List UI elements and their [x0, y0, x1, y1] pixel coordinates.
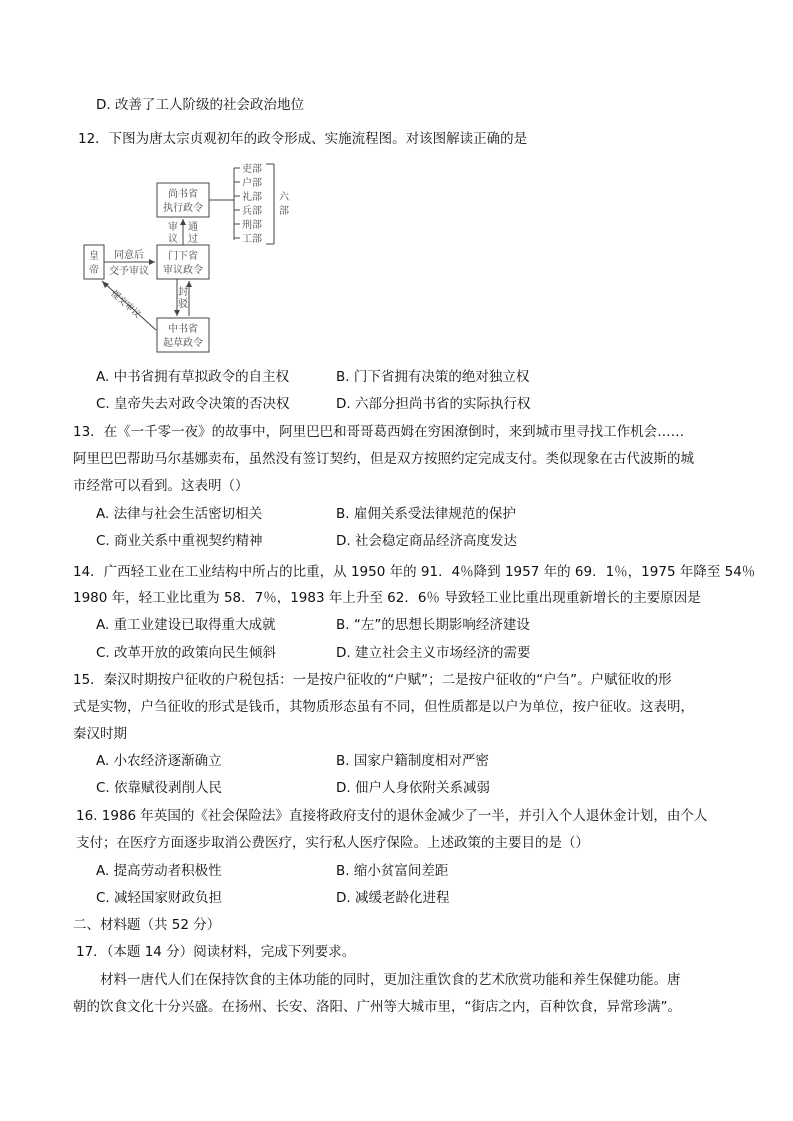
q15-option-c: C. 依靠赋役剥削人民 [96, 780, 223, 796]
emperor-label-1: 皇 [89, 251, 99, 262]
zhongshu-label-1: 中书省 [168, 324, 198, 335]
q13-line-2: 阿里巴巴帮助马尔基娜卖布，虽然没有签订契约，但是双方按照约定完成支付。类似现象在古代波斯的城 [73, 451, 694, 467]
q15-line-1: 15．秦汉时期按户征收的户税包括：一是按户征收的“户赋”；二是按户征收的“户刍”。户赋征收的形 [73, 672, 672, 688]
ministry-2: 户部 [242, 178, 262, 189]
q11-option-d: D. 改善了工人阶级的社会政治地位 [96, 97, 304, 113]
q16-option-a: A. 提高劳动者积极性 [96, 863, 222, 879]
q12-option-b: B. 门下省拥有决策的绝对独立权 [336, 369, 530, 385]
q14-option-c: C. 改革开放的政策向民生倾斜 [96, 645, 277, 661]
q13-option-c: C. 商业关系中重视契约精神 [96, 533, 263, 549]
q14-line-1: 14．广西轻工业在工业结构中所占的比重，从 1950 年的 91．4％降到 1957 年的 69．1％，1975 年降至 54％ [73, 564, 756, 580]
q13-line-1: 13．在《一千零一夜》的故事中，阿里巴巴和哥哥葛西姆在穷困潦倒时，来到城市里寻找工作机会…… [73, 424, 685, 440]
q14-option-a: A. 重工业建设已取得重大成就 [96, 617, 276, 633]
q13-option-d: D. 社会稳定商品经济高度发达 [336, 533, 517, 549]
shenyi-1: 审 [168, 222, 178, 233]
fengbo-2: 驳 [178, 299, 188, 310]
q17-line-3: 朝的饮食文化十分兴盛。在扬州、长安、洛阳、广州等大城市里，“街店之内，百种饮食，异常珍满”。 [73, 999, 681, 1015]
tongguo-2: 过 [188, 234, 198, 245]
q15-option-b: B. 国家户籍制度相对严密 [336, 753, 489, 769]
q16-option-c: C. 减轻国家财政负担 [96, 890, 223, 906]
q15-line-3: 秦汉时期 [73, 726, 127, 742]
q16-line-1: 16. 1986 年英国的《社会保险法》直接将政府支付的退休金减少了一半，并引入个人退休金计划，由个人 [76, 808, 708, 824]
ministry-3: 礼部 [242, 192, 262, 203]
q12-option-a: A. 中书省拥有草拟政令的自主权 [96, 369, 290, 385]
q12-option-d: D. 六部分担尚书省的实际执行权 [336, 396, 531, 412]
ministry-4: 兵部 [242, 206, 262, 217]
q13-option-a: A. 法律与社会生活密切相关 [96, 506, 263, 522]
six-label-2: 部 [279, 206, 289, 217]
q15-line-2: 式是实物，户刍征收的形式是钱币，其物质形态虽有不同，但性质都是以户为单位，按户征收。这表明， [73, 699, 694, 715]
q17-line-2: 材料一唐代人们在保持饮食的主体功能的同时，更加注重饮食的艺术欣赏功能和养生保健功能。唐 [100, 972, 681, 988]
menxia-label-2: 审议政令 [163, 265, 203, 276]
six-label-1: 六 [279, 192, 289, 203]
diagonal-label: 提交审议 [108, 288, 143, 321]
tongguo-1: 通 [188, 222, 198, 233]
arrow-label-review: 交予审议 [109, 266, 149, 277]
zhongshu-label-2: 起草政令 [163, 338, 203, 349]
shangshu-label-2: 执行政令 [163, 203, 203, 214]
q12-option-c: C. 皇帝失去对政令决策的否决权 [96, 396, 290, 412]
shangshu-label-1: 尚书省 [168, 189, 198, 200]
q16-line-2: 支付；在医疗方面逐步取消公费医疗，实行私人医疗保险。上述政策的主要目的是（） [76, 835, 589, 851]
q15-option-a: A. 小农经济逐渐确立 [96, 753, 222, 769]
q16-option-b: B. 缩小贫富间差距 [336, 863, 449, 879]
q13-option-b: B. 雇佣关系受法律规范的保护 [336, 506, 516, 522]
shenyi-2: 议 [168, 234, 178, 245]
ministry-6: 工部 [242, 234, 262, 245]
q17-line-1: 17．（本题 14 分）阅读材料，完成下列要求。 [76, 944, 356, 960]
q14-line-2: 1980 年，轻工业比重为 58．7％，1983 年上升至 62．6％ 导致轻工业比重出现重新增长的主要原因是 [73, 590, 701, 606]
ministry-5: 刑部 [242, 220, 262, 231]
q14-option-b: B. “左”的思想长期影响经济建设 [336, 617, 530, 633]
q16-option-d: D. 减缓老龄化进程 [336, 890, 450, 906]
ministry-1: 吏部 [242, 164, 262, 175]
q14-option-d: D. 建立社会主义市场经济的需要 [336, 645, 531, 661]
q12-stem: 12．下图为唐太宗贞观初年的政令形成、实施流程图。对该图解读正确的是 [78, 131, 528, 147]
arrow-label-agree: 同意后 [114, 250, 144, 261]
q12-flow-diagram [80, 160, 300, 360]
q15-option-d: D. 佃户人身依附关系减弱 [336, 780, 490, 796]
emperor-label-2: 帝 [89, 265, 99, 276]
fengbo-1: 封 [178, 287, 188, 298]
section-2-heading: 二、材料题（共 52 分） [73, 917, 221, 933]
q13-line-3: 市经常可以看到。这表明（） [73, 478, 249, 494]
menxia-label-1: 门下省 [168, 251, 198, 262]
